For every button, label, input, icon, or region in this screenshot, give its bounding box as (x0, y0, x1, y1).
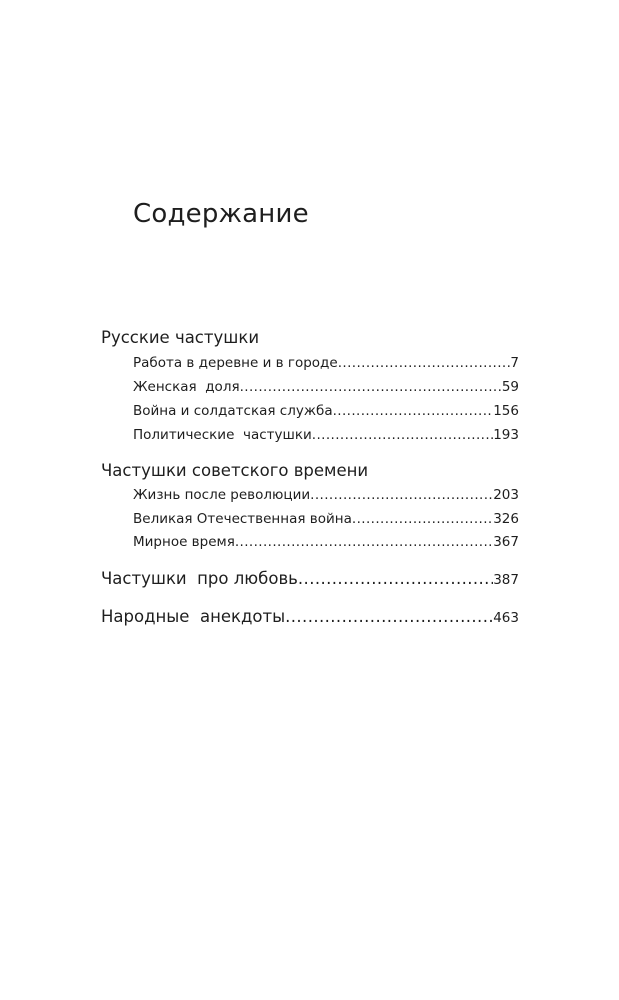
toc-entry-label: Политические частушки (133, 427, 312, 443)
dot-leader (352, 509, 493, 529)
toc-entry[interactable] (133, 509, 519, 529)
toc-entry-top[interactable] (101, 606, 519, 629)
section-heading-russian-chastushki: Русские частушки (101, 328, 260, 347)
section-heading-soviet-chastushki: Частушки советского времени (101, 461, 369, 480)
toc-entry-page: 7 (510, 355, 519, 371)
toc-entry-page: 156 (493, 403, 519, 419)
toc-entry-page: 193 (493, 427, 519, 443)
toc-entry[interactable] (133, 401, 519, 421)
toc-entry-label: Женская доля (133, 379, 240, 395)
toc-entry-page: 203 (493, 487, 519, 503)
toc-entry-label: Жизнь после революции (133, 487, 311, 503)
dot-leader (310, 485, 493, 505)
toc-entry-label: Работа в деревне и в городе (133, 355, 338, 371)
toc-entry-page: 367 (493, 534, 519, 550)
dot-leader (235, 532, 493, 552)
toc-entry[interactable] (133, 353, 519, 373)
toc-entry-label: Народные анекдоты (101, 607, 286, 626)
dot-leader (240, 377, 502, 397)
toc-entry[interactable] (133, 532, 519, 552)
dot-leader (338, 353, 511, 373)
dot-leader (298, 568, 493, 590)
toc-entry-page: 463 (493, 610, 519, 626)
toc-entry-label: Великая Отечественная война (133, 511, 352, 527)
dot-leader (285, 606, 493, 628)
toc-entry[interactable] (133, 377, 519, 397)
page-title: Содержание (133, 199, 309, 229)
toc-entry-label: Война и солдатская служба (133, 403, 333, 419)
dot-leader (312, 425, 493, 445)
toc-entry[interactable] (133, 485, 519, 505)
toc-entry-page: 326 (493, 511, 519, 527)
toc-entry[interactable] (133, 425, 519, 445)
dot-leader (333, 401, 494, 421)
toc-entry-page: 59 (501, 379, 519, 395)
toc-entry-top[interactable] (101, 568, 519, 591)
toc-entry-page: 387 (493, 572, 519, 588)
toc-entry-label: Частушки про любовь (101, 569, 298, 588)
toc-entry-label: Мирное время (133, 534, 235, 550)
